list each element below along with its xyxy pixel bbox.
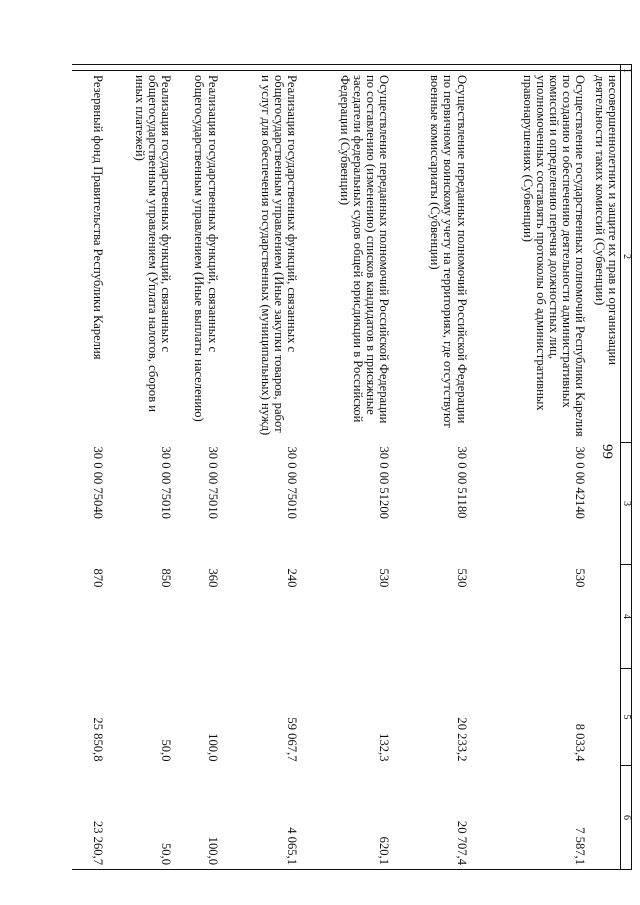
header-row: [621, 65, 632, 870]
budget-table: [72, 64, 632, 870]
row-value2-cell: 20 707,4: [391, 766, 468, 870]
row-kind-cell: 530: [454, 568, 469, 588]
row-name-cell: несовершеннолетних и защите их прав и организации деятельности таких комиссий (Субвенции): [592, 75, 620, 366]
row-value2-cell: 4 065,1: [220, 766, 299, 870]
row-name-cell: Осуществление переданных полномочий Российской Федерации по первичному воинскому учету на территориях, где отсутствуют военные комиссариаты (Субвенции): [428, 75, 469, 428]
row-name-cell: Осуществление государственных полномочий Республики Карелия по созданию и обеспечению деятельности административных комиссий и определению перечня должностных лиц, уполномоченных составлять протоколы об административных правонарушениях (Субвенции): [520, 75, 588, 437]
row-name-cell: Резервный фонд Правительства Республики Карелия: [91, 75, 106, 360]
header-cell: 5: [621, 669, 632, 766]
row-code-cell: 30 0 00 75010: [284, 446, 299, 519]
row-kind-cell: 850: [159, 568, 174, 588]
row-kind-cell: 240: [284, 568, 299, 588]
row-code-cell: 30 0 00 75010: [159, 446, 174, 519]
table-row: [391, 65, 468, 870]
row-value2-cell: 50,0: [105, 766, 173, 870]
row-value1-cell: 20 233,2: [454, 717, 469, 762]
row-code-cell: 30 0 00 75010: [205, 446, 220, 519]
row-value1-cell: 59 067,7: [284, 717, 299, 762]
row-code-cell: [587, 443, 620, 565]
table-row: [299, 65, 392, 870]
row-kind-cell: 530: [377, 568, 392, 588]
row-code-cell: 30 0 00 42140: [573, 446, 588, 519]
header-cell: 2: [621, 71, 632, 443]
row-code-cell: 30 0 00 51180: [454, 446, 469, 519]
row-name-cell: Осуществление переданных полномочий Российской Федерации по составлению (изменению) списков кандидатов в присяжные заседатели федеральных судов общей юрисдикции в Российской Федерации (Субвенции): [337, 75, 392, 424]
row-name-cell: Реализация государственных функций, связанных с общегосударственным управлением (Иные закупки товаров, работ и услуг для обеспечения государственных (муниципальных) нужд): [258, 75, 299, 436]
table-row: [72, 65, 105, 870]
row-value2-cell: 100,0: [173, 766, 219, 870]
table-row: [220, 65, 299, 870]
row-code-cell: 30 0 00 51200: [377, 446, 392, 519]
row-kind-cell: 360: [205, 568, 220, 588]
row-value1-cell: 50,0: [159, 739, 174, 762]
row-code-cell: 30 0 00 75040: [91, 446, 106, 519]
header-cell: 1: [621, 65, 632, 71]
table-row: [587, 65, 620, 870]
header-cell: 4: [621, 565, 632, 669]
page-number: 99: [599, 444, 615, 459]
row-kind-cell: 530: [573, 568, 588, 588]
table-row: [469, 65, 588, 870]
row-name-cell: Реализация государственных функций, связанных с общегосударственным управлением (Иные выплаты населению): [192, 75, 220, 422]
row-kind-cell: [587, 565, 620, 669]
row-value1-cell: [587, 669, 620, 766]
row-value2-cell: 620,1: [299, 766, 392, 870]
header-cell: 3: [621, 443, 632, 565]
row-value2-cell: 23 260,7: [72, 766, 105, 870]
row-value2-cell: [587, 766, 620, 870]
row-name-cell: Реализация государственных функций, связанных с общегосударственным управлением (Уплата налогов, сборов и иных платежей): [132, 75, 174, 413]
row-value1-cell: 100,0: [205, 733, 220, 762]
row-value2-cell: 7 587,1: [469, 766, 588, 870]
row-value1-cell: 8 033,4: [573, 723, 588, 762]
row-kind-cell: 870: [91, 568, 106, 588]
row-value1-cell: 25 850,8: [91, 717, 106, 762]
table-row: [173, 65, 219, 870]
row-value1-cell: 132,3: [377, 733, 392, 762]
table-row: [105, 65, 173, 870]
header-cell: 6: [621, 766, 632, 870]
